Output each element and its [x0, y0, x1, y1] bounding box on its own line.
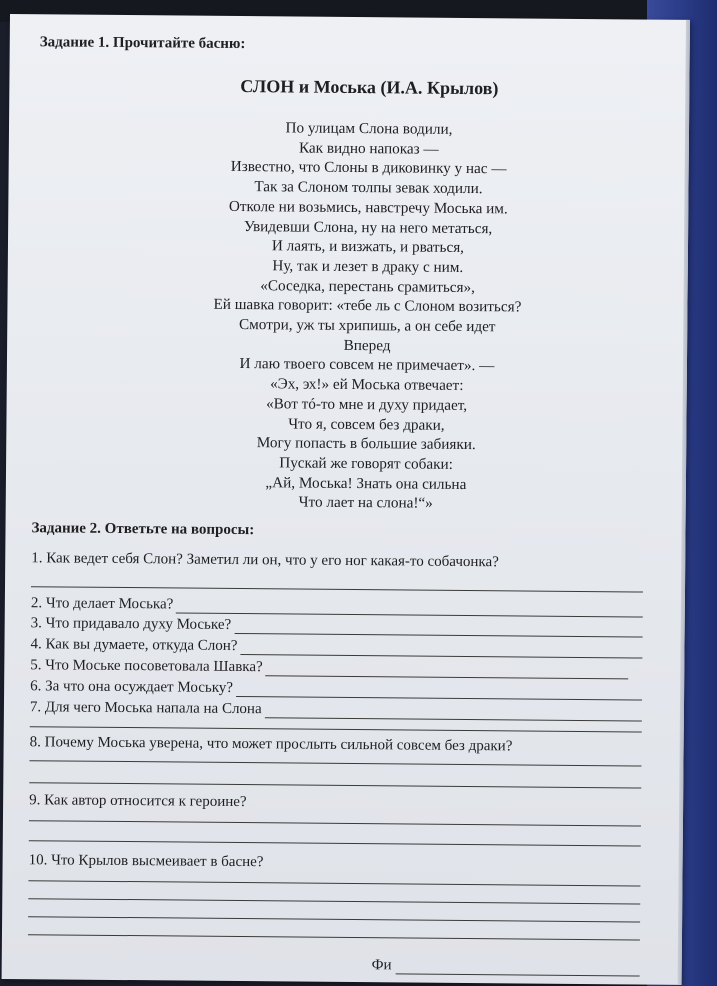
fi-row	[372, 957, 640, 976]
answer-line[interactable]	[265, 703, 642, 721]
poem-line: Ну, так и лезет в драку с ним.	[272, 257, 464, 276]
poem-line: Известно, что Слоны в диковинку у нас —	[230, 158, 507, 178]
poem-line: Что лает на слона!“»	[298, 493, 433, 513]
task2-heading: Задание 2. Ответьте на вопросы:	[31, 520, 255, 539]
poem-line: Смотри, уж ты хрипишь, а он себе идет	[239, 316, 496, 336]
answer-line[interactable]	[30, 726, 642, 732]
poem-line: Как видно напоказ —	[298, 139, 439, 158]
poem-line: „Ай, Моська! Знать она сильна	[265, 473, 467, 493]
question-2: 2. Что делает Моська?	[30, 595, 174, 613]
poem-line: Вперед	[343, 336, 391, 355]
poem-line: Так за Слоном толпы зевак ходили.	[254, 178, 483, 198]
answer-line[interactable]	[29, 760, 641, 766]
answer-line[interactable]	[28, 916, 640, 922]
poem-line: Пускай же говорят собаки:	[279, 454, 453, 473]
poem-title: СЛОН и Моська (И.А. Крылов)	[240, 76, 499, 99]
poem-line: Могу попасть в большие забияки.	[256, 434, 476, 454]
question-4: 4. Как вы думаете, откуда Слон?	[30, 636, 238, 655]
answer-line[interactable]	[266, 661, 629, 679]
question-8: 8. Почему Моська уверена, что может прослыть сильной совсем без драки?	[29, 734, 513, 755]
fi-label: Фи	[371, 957, 392, 974]
poem-line: Ей шавка говорит: «тебе ль с Слоном возиться?	[213, 296, 522, 316]
poem-line: Увидевши Слона, ну на него метаться,	[243, 217, 493, 237]
question-9: 9. Как автор относится к героине?	[29, 792, 247, 811]
poem-line: Отколе ни возьмись, навстречу Моська им.	[228, 197, 508, 218]
question-7-row	[30, 696, 642, 721]
poem-line: «Соседка, перестань срамиться»,	[260, 276, 476, 296]
poem-line: И лаять, и визжать, и рваться,	[271, 237, 465, 257]
answer-line[interactable]	[29, 840, 641, 846]
poem-line: И лаю твоего совсем не примечает». —	[239, 355, 495, 375]
question-3: 3. Что придавало духу Моське?	[30, 615, 232, 633]
question-10: 10. Что Крылов высмеивает в басне?	[28, 852, 264, 871]
worksheet-page	[2, 14, 690, 985]
answer-line[interactable]	[31, 586, 643, 592]
question-5: 5. Что Моське посоветовала Шавка?	[30, 657, 263, 676]
poem-text	[86, 117, 649, 516]
task1-heading: Задание 1. Прочитайте басню:	[39, 34, 246, 53]
answer-line[interactable]	[28, 880, 640, 886]
answer-line[interactable]	[28, 934, 640, 940]
poem-line: «Эх, эх!» ей Моська отвечает:	[270, 375, 464, 395]
question-1: 1. Как ведет себя Слон? Заметил ли он, что у его ног какая-то собачонка?	[31, 550, 499, 571]
poem-line: Что я, совсем без драки,	[288, 414, 445, 434]
poem-line: «Вот тó-то мне и духу придает,	[266, 395, 468, 414]
answer-line[interactable]	[29, 820, 641, 826]
name-line[interactable]	[396, 959, 640, 976]
answer-line[interactable]	[28, 898, 640, 904]
question-7: 7. Для чего Моська напала на Слона	[29, 699, 262, 718]
answer-line[interactable]	[29, 782, 641, 788]
poem-line: По улицам Слона водили,	[285, 119, 453, 138]
question-6: 6. За что она осуждает Моську?	[30, 678, 234, 696]
